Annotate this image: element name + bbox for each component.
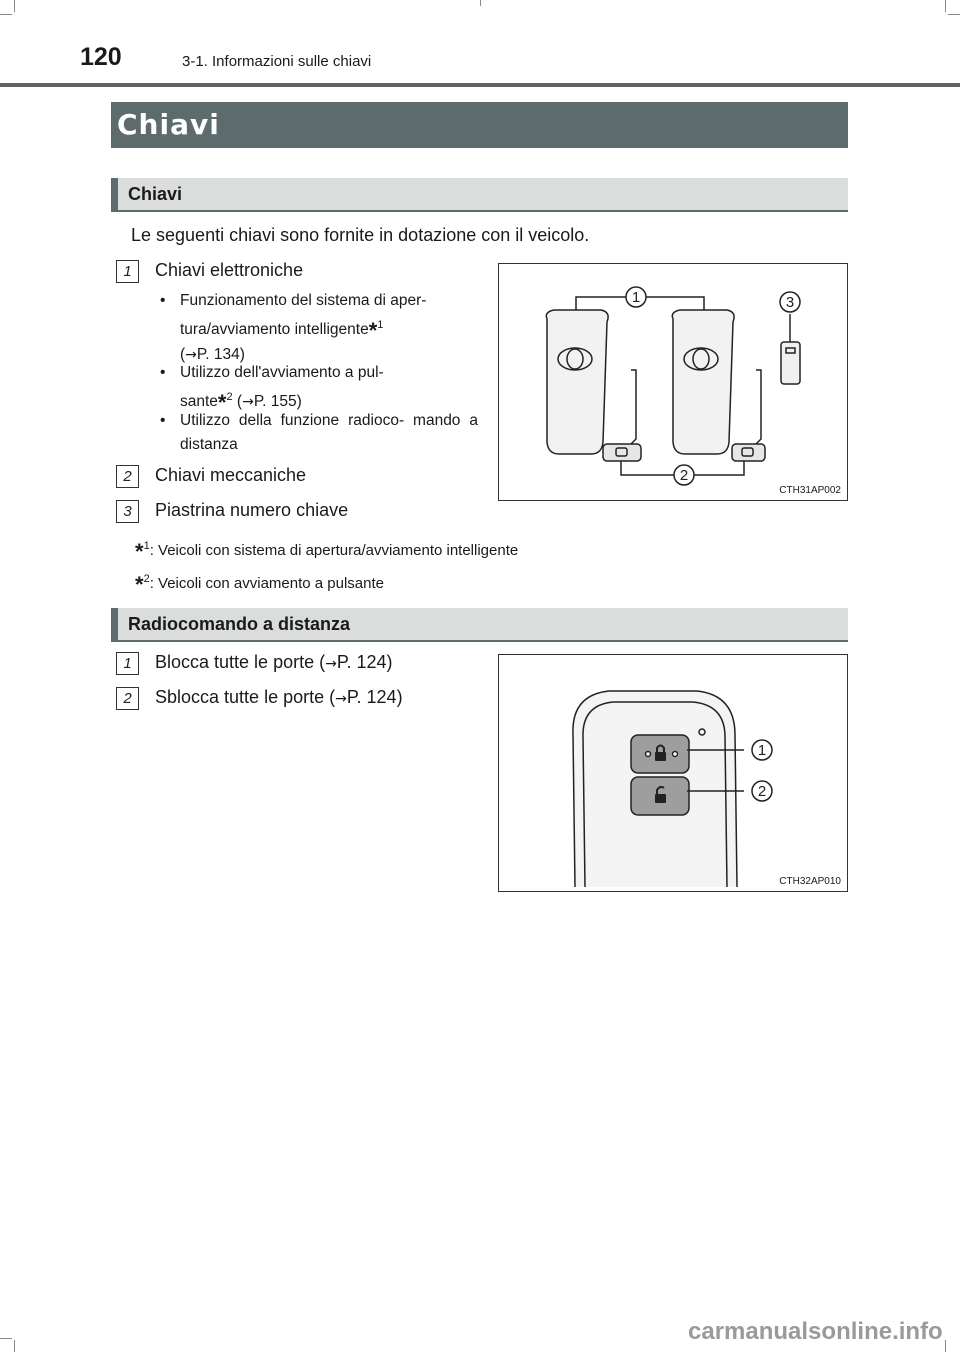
page-number: 120 bbox=[80, 43, 122, 71]
remote-illustration bbox=[498, 654, 848, 892]
item-number: 3 bbox=[116, 500, 139, 523]
footnote-text: : Veicoli con sistema di apertura/avviamento intelligente bbox=[149, 542, 519, 559]
page-ref: P. 155 bbox=[253, 393, 297, 411]
arrow-icon: → bbox=[242, 394, 254, 411]
bullet-text: Utilizzo della funzione radioco- mando a distanza bbox=[180, 412, 478, 453]
figure-code: CTH31AP002 bbox=[779, 485, 841, 496]
footnote-star: * bbox=[135, 539, 144, 564]
item-label: Blocca tutte le porte (→P. 124) bbox=[155, 652, 393, 672]
footnote-ref: 1 bbox=[377, 319, 384, 331]
chapter-title: 3-1. Informazioni sulle chiavi bbox=[182, 53, 372, 70]
item-number: 1 bbox=[116, 260, 139, 283]
crop-mark bbox=[945, 1340, 946, 1352]
item-label: Sblocca tutte le porte (→P. 124) bbox=[155, 687, 403, 707]
smart-key-fob bbox=[546, 310, 608, 454]
callout-number: 1 bbox=[757, 742, 767, 759]
item-label: Chiavi meccaniche bbox=[155, 465, 307, 485]
item-number: 2 bbox=[116, 687, 139, 710]
bullet-dot: • bbox=[160, 412, 166, 429]
crop-mark bbox=[14, 1340, 15, 1352]
bullet-item: • Utilizzo dell'avviamento a pul- sante*$^2$ (→P. 155) bbox=[160, 361, 478, 415]
crop-mark bbox=[0, 1338, 12, 1339]
item-number: 2 bbox=[116, 465, 139, 488]
page-ref: P. 124) bbox=[336, 652, 393, 672]
callout-number: 1 bbox=[631, 289, 641, 306]
callout-number: 2 bbox=[679, 467, 689, 484]
bullet-dot: • bbox=[160, 364, 166, 381]
arrow-icon: → bbox=[185, 347, 197, 364]
footnote-star: * bbox=[217, 390, 227, 416]
footnote-mark: 1 bbox=[143, 540, 150, 552]
keys-drawing bbox=[499, 264, 847, 500]
mechanical-key-head bbox=[603, 444, 641, 461]
item-label: Chiavi elettroniche bbox=[155, 260, 304, 280]
smart-key-fob bbox=[672, 310, 734, 454]
mechanical-key-blade bbox=[629, 370, 636, 446]
watermark: carmanualsonline.info bbox=[688, 1318, 943, 1345]
intro-text: Le seguenti chiavi sono fornite in dotazione con il veicolo. bbox=[131, 225, 590, 245]
arrow-icon: → bbox=[335, 691, 347, 707]
mechanical-key-head bbox=[732, 444, 765, 461]
item-number: 1 bbox=[116, 652, 139, 675]
bullet-dot: • bbox=[160, 292, 166, 309]
page-title: Chiavi bbox=[111, 102, 848, 148]
keys-illustration bbox=[498, 263, 848, 501]
bullet-text: Funzionamento del sistema di aper- bbox=[180, 292, 427, 309]
arrow-icon: → bbox=[325, 656, 337, 672]
bullet-text: tura/avviamento intelligente bbox=[180, 321, 369, 339]
footnote bbox=[135, 569, 384, 595]
bullet-item: • Funzionamento del sistema di aper- tura/avviamento intelligente*$^1$ (→P. 134) bbox=[160, 289, 478, 367]
callout-number: 2 bbox=[757, 783, 767, 800]
bullet-text: Utilizzo dell'avviamento a pul- bbox=[180, 364, 384, 381]
figure-code: CTH32AP010 bbox=[779, 876, 841, 887]
bullet-text: sante bbox=[180, 393, 218, 411]
footnote bbox=[135, 536, 518, 562]
section-heading-radiocomando: Radiocomando a distanza bbox=[111, 608, 848, 642]
remote-drawing bbox=[499, 655, 847, 891]
mechanical-key-blade bbox=[754, 370, 761, 446]
footnote-mark: 2 bbox=[143, 573, 150, 585]
header-rule bbox=[0, 83, 960, 87]
callout-number: 3 bbox=[785, 294, 795, 311]
footnote-text: : Veicoli con avviamento a pulsante bbox=[149, 575, 384, 592]
page-ref: P. 124) bbox=[346, 687, 403, 707]
page-ref: P. 134 bbox=[196, 346, 240, 364]
footnote-star: * bbox=[368, 318, 378, 344]
bullet-item bbox=[160, 409, 478, 457]
page-header bbox=[0, 0, 960, 90]
footnote-ref: 2 bbox=[226, 391, 233, 403]
footnote-star: * bbox=[135, 572, 144, 597]
section-heading-chiavi: Chiavi bbox=[111, 178, 848, 212]
item-label: Piastrina numero chiave bbox=[155, 500, 349, 520]
